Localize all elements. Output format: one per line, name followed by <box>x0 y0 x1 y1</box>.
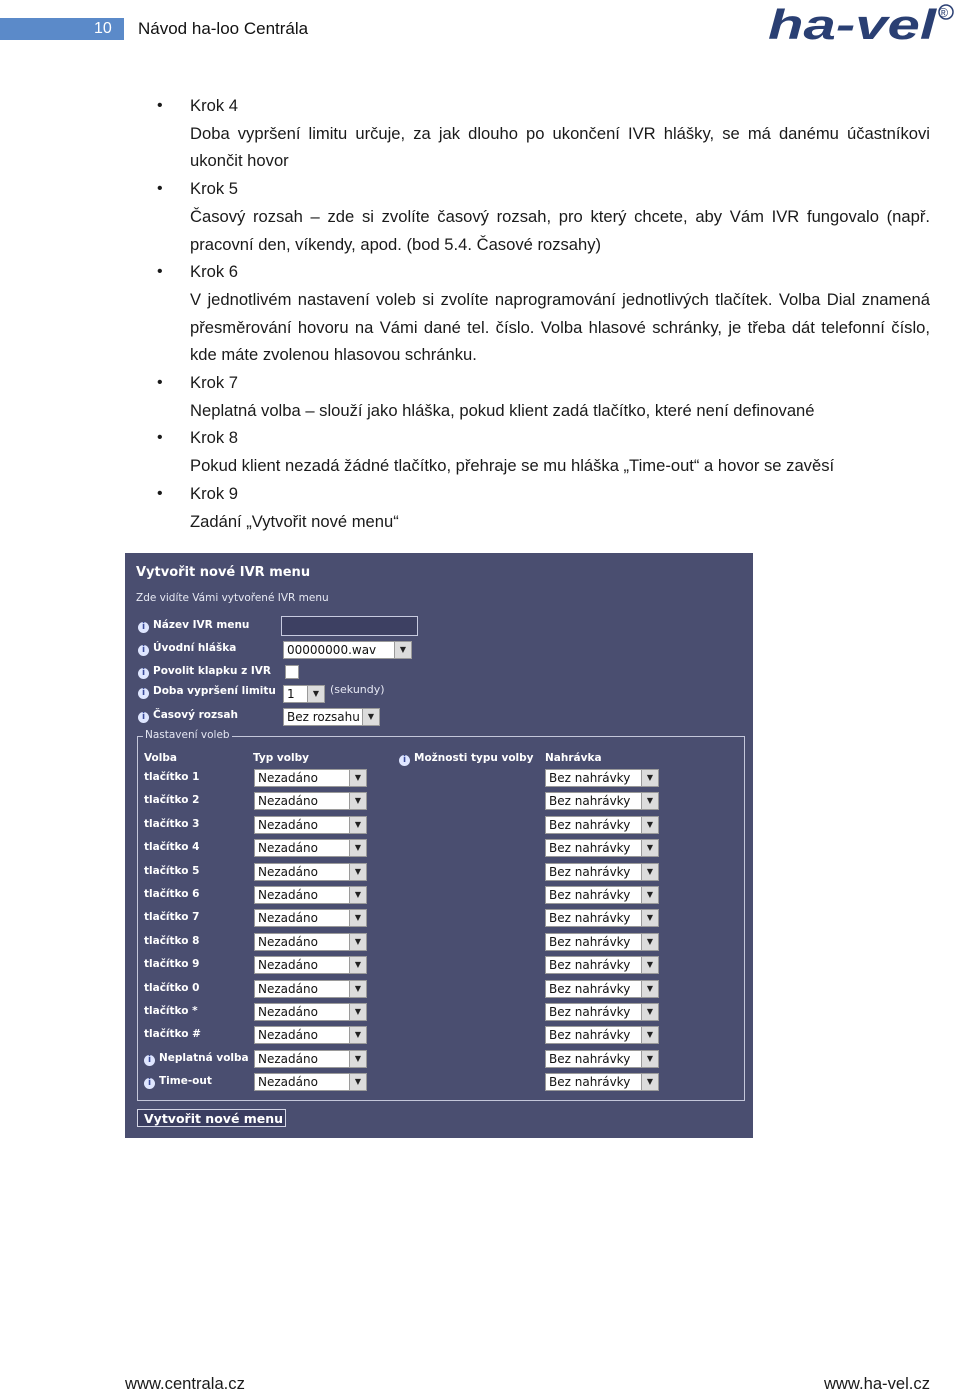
row-label: tlačítko 2 <box>144 794 200 807</box>
column-options: i Možnosti typu volby <box>399 752 534 766</box>
chevron-down-icon: ▼ <box>349 981 366 997</box>
recording-select[interactable]: Bez nahrávky ▼ <box>545 839 659 857</box>
row-label: tlačítko 6 <box>144 888 200 900</box>
chevron-down-icon: ▼ <box>641 910 658 926</box>
bullet-icon: • <box>157 429 163 447</box>
info-icon[interactable]: i <box>138 622 149 633</box>
intro-message-select[interactable]: 00000000.wav ▼ <box>283 641 412 659</box>
registered-mark: ® <box>938 5 949 20</box>
choice-type-select[interactable]: Nezadáno ▼ <box>254 909 367 927</box>
recording-select[interactable]: Bez nahrávky ▼ <box>545 980 659 998</box>
chevron-down-icon: ▼ <box>349 1074 366 1090</box>
allow-extension-label: i Povolit klapku z IVR <box>138 665 271 679</box>
row-label: tlačítko 4 <box>144 841 200 854</box>
chevron-down-icon: ▼ <box>349 864 366 880</box>
choice-type-select[interactable]: Nezadáno ▼ <box>254 1026 367 1044</box>
logo-wordmark: ha-vel <box>768 2 938 46</box>
step-title: Krok 5 <box>190 179 238 199</box>
choice-type-select[interactable]: Nezadáno ▼ <box>254 792 367 810</box>
step-title: Krok 9 <box>190 483 238 503</box>
chevron-down-icon: ▼ <box>349 1004 366 1020</box>
chevron-down-icon: ▼ <box>641 1051 658 1067</box>
steps-list <box>157 92 930 535</box>
chevron-down-icon: ▼ <box>349 910 366 926</box>
choice-type-select[interactable]: Nezadáno ▼ <box>254 816 367 834</box>
bullet-icon: • <box>157 263 163 281</box>
info-icon[interactable]: i <box>138 688 149 699</box>
document-title: Návod ha-loo Centrála <box>138 19 309 38</box>
form-subtitle: Zde vidíte Vámi vytvořené IVR menu <box>136 592 329 604</box>
recording-select[interactable]: Bez nahrávky ▼ <box>545 886 659 904</box>
step-item <box>157 424 930 479</box>
chevron-down-icon: ▼ <box>641 1074 658 1090</box>
allow-extension-checkbox[interactable] <box>285 665 299 679</box>
chevron-down-icon: ▼ <box>349 887 366 903</box>
row-label: tlačítko 3 <box>144 817 200 830</box>
recording-select[interactable]: Bez nahrávky ▼ <box>545 792 659 810</box>
choice-type-select[interactable]: Nezadáno ▼ <box>254 839 367 857</box>
chevron-down-icon: ▼ <box>641 981 658 997</box>
create-menu-button[interactable]: Vytvořit nové menu <box>137 1109 286 1127</box>
step-item <box>157 480 930 535</box>
bullet-icon: • <box>157 374 163 392</box>
row-label: tlačítko 0 <box>144 981 200 994</box>
choice-type-select[interactable]: Nezadáno ▼ <box>254 980 367 998</box>
choice-type-select[interactable]: Nezadáno ▼ <box>254 769 367 787</box>
chevron-down-icon: ▼ <box>349 934 366 950</box>
chevron-down-icon: ▼ <box>349 840 366 856</box>
info-icon[interactable]: i <box>399 755 410 766</box>
chevron-down-icon: ▼ <box>641 887 658 903</box>
step-title: Krok 4 <box>190 96 238 115</box>
recording-select[interactable]: Bez nahrávky ▼ <box>545 956 659 974</box>
step-description: Zadání „Vytvořit nové menu“ <box>190 511 399 531</box>
step-description: Neplatná volba – slouží jako hláška, pokud klient zadá tlačítko, které není definované <box>190 400 815 420</box>
recording-select[interactable]: Bez nahrávky ▼ <box>545 909 659 927</box>
chevron-down-icon: ▼ <box>641 864 658 880</box>
timeout-limit-label: i Doba vypršení limitu <box>138 685 276 699</box>
choice-type-select[interactable]: Nezadáno ▼ <box>254 863 367 881</box>
recording-select[interactable]: Bez nahrávky ▼ <box>545 933 659 951</box>
row-label: tlačítko 8 <box>144 934 200 947</box>
info-icon[interactable]: i <box>144 1078 155 1089</box>
chevron-down-icon: ▼ <box>349 957 366 973</box>
row-label: tlačítko # <box>144 1028 201 1041</box>
info-icon[interactable]: i <box>138 712 149 723</box>
step-item <box>157 258 930 369</box>
row-label: tlačítko 5 <box>144 864 200 877</box>
choice-type-select[interactable]: Nezadáno ▼ <box>254 956 367 974</box>
step-item <box>157 175 930 258</box>
chevron-down-icon: ▼ <box>641 1004 658 1020</box>
chevron-down-icon: ▼ <box>349 1027 366 1043</box>
recording-select[interactable]: Bez nahrávky ▼ <box>545 1026 659 1044</box>
step-item <box>157 92 930 175</box>
recording-select[interactable]: Bez nahrávky ▼ <box>545 1050 659 1068</box>
bullet-icon: • <box>157 97 163 114</box>
chevron-down-icon: ▼ <box>349 1051 366 1067</box>
chevron-down-icon: ▼ <box>641 934 658 950</box>
footer-left-url[interactable]: www.centrala.cz <box>125 1374 245 1393</box>
bullet-icon: • <box>157 180 163 198</box>
ivr-name-input[interactable] <box>281 616 418 636</box>
intro-message-label: i Úvodní hláška <box>138 642 236 656</box>
form-title: Vytvořit nové IVR menu <box>136 565 311 580</box>
step-item <box>157 369 930 424</box>
footer-right-url[interactable]: www.ha-vel.cz <box>823 1374 930 1393</box>
row-label: tlačítko 1 <box>144 771 200 783</box>
row-label: tlačítko * <box>144 1005 198 1017</box>
recording-select[interactable]: Bez nahrávky ▼ <box>545 863 659 881</box>
info-icon[interactable]: i <box>138 668 149 679</box>
chevron-down-icon: ▼ <box>641 770 658 786</box>
recording-select[interactable]: Bez nahrávky ▼ <box>545 1003 659 1021</box>
step-title: Krok 6 <box>190 262 238 282</box>
timeout-unit: (sekundy) <box>330 683 385 696</box>
recording-select[interactable]: Bez nahrávky ▼ <box>545 769 659 787</box>
ivr-form-screenshot <box>125 553 753 1138</box>
bullet-icon: • <box>157 484 163 502</box>
recording-select[interactable]: Bez nahrávky ▼ <box>545 816 659 834</box>
step-title: Krok 7 <box>190 373 238 393</box>
chevron-down-icon: ▼ <box>641 793 658 809</box>
choice-type-select[interactable]: Nezadáno ▼ <box>254 1073 367 1091</box>
choice-type-select[interactable]: Nezadáno ▼ <box>254 1050 367 1068</box>
step-description: V jednotlivém nastavení voleb si zvolíte naprogramování jednotlivých tlačítek. Volba Dial znamená přesměrování hovoru na Vámi dané tel. číslo. Volba hlasové schránky, je třeba dát telefonní číslo, kde máte zvolenou hlasovou schránku. <box>190 289 930 365</box>
info-icon[interactable]: i <box>138 645 149 656</box>
time-range-select[interactable]: Bez rozsahu ▼ <box>283 708 380 726</box>
ivr-name-label: i Název IVR menu <box>138 619 249 633</box>
page-number: 10 <box>94 20 112 37</box>
time-range-label: i Časový rozsah <box>138 709 238 723</box>
step-description: Pokud klient nezadá žádné tlačítko, přehraje se mu hláška „Time-out“ a hovor se zavěsí <box>190 456 835 476</box>
info-icon[interactable]: i <box>144 1055 155 1066</box>
chevron-down-icon: ▼ <box>641 817 658 833</box>
step-title: Krok 8 <box>190 428 238 448</box>
chevron-down-icon: ▼ <box>307 686 324 702</box>
row-label: i Time-out <box>144 1075 212 1089</box>
column-type: Typ volby <box>253 752 309 764</box>
chevron-down-icon: ▼ <box>641 1027 658 1043</box>
chevron-down-icon: ▼ <box>394 642 411 658</box>
row-label: i Neplatná volba <box>144 1052 249 1066</box>
row-label: tlačítko 7 <box>144 911 200 924</box>
choices-legend: Nastavení voleb <box>145 729 230 741</box>
recording-select[interactable]: Bez nahrávky ▼ <box>545 1073 659 1091</box>
chevron-down-icon: ▼ <box>349 793 366 809</box>
column-choice: Volba <box>144 752 177 764</box>
chevron-down-icon: ▼ <box>641 957 658 973</box>
choice-type-select[interactable]: Nezadáno ▼ <box>254 933 367 951</box>
row-label: tlačítko 9 <box>144 958 200 971</box>
step-description: Doba vypršení limitu určuje, za jak dlouho po ukončení IVR hlášky, se má danému účastníkovi ukončit hovor <box>190 123 930 171</box>
chevron-down-icon: ▼ <box>349 817 366 833</box>
step-description: Časový rozsah – zde si zvolíte časový rozsah, pro který chcete, aby Vám IVR fungovalo (např. pracovní den, víkendy, apod. (bod 5.4. Časové rozsahy) <box>190 206 930 254</box>
choice-type-select[interactable]: Nezadáno ▼ <box>254 886 367 904</box>
chevron-down-icon: ▼ <box>349 770 366 786</box>
chevron-down-icon: ▼ <box>641 840 658 856</box>
chevron-down-icon: ▼ <box>362 709 379 725</box>
timeout-limit-select[interactable]: 1 ▼ <box>283 685 325 703</box>
column-recording: Nahrávka <box>545 752 602 764</box>
ha-vel-logo <box>768 2 956 46</box>
choice-type-select[interactable]: Nezadáno ▼ <box>254 1003 367 1021</box>
